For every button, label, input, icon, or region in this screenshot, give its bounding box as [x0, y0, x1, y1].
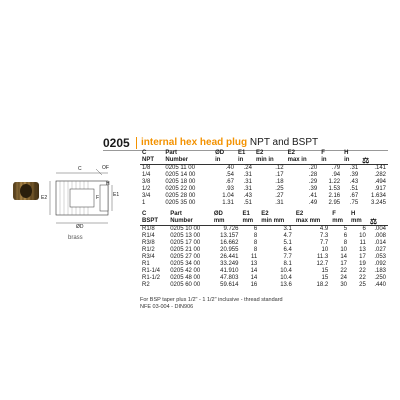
table-row: [140, 233, 388, 240]
table-row: [140, 200, 388, 207]
table-cell: 6: [253, 226, 258, 232]
table-cell: .29: [308, 179, 318, 185]
table-row: [140, 268, 388, 275]
table-cell: .49: [308, 200, 318, 206]
table-cell: 13: [250, 261, 258, 267]
table-cell: 17: [359, 254, 366, 260]
table-cell: .31: [243, 179, 252, 185]
footnote-line-2: NFE 03-004 - DIN906: [140, 304, 194, 310]
table-cell: R1: [142, 261, 150, 267]
table-cell: 9.726: [223, 226, 239, 232]
table-cell: 11: [251, 254, 258, 260]
table-cell: .54: [225, 172, 234, 178]
table-cell: 3.1: [283, 226, 292, 232]
table-cell: 7.7: [283, 254, 292, 260]
table-cell: 13: [359, 247, 366, 253]
dim-label-od: ØD: [76, 224, 84, 230]
table-cell: .94: [331, 172, 341, 178]
table-cell: .282: [374, 172, 386, 178]
table-cell: .17: [275, 172, 284, 178]
table-cell: 20.955: [220, 247, 239, 253]
table-cell: .31: [243, 172, 252, 178]
technical-drawing: [40, 165, 120, 235]
table-cell: .027: [374, 247, 386, 253]
dim-label-h: H: [106, 181, 110, 187]
table-cell: .12: [275, 165, 284, 171]
table-cell: .31: [243, 186, 252, 192]
table-cell: 1: [142, 200, 146, 206]
table-cell: 11: [359, 240, 366, 246]
table-cell: 0205 48 00: [170, 275, 201, 281]
table-cell: R1/8: [142, 226, 155, 232]
table-cell: .40: [225, 165, 234, 171]
npt-rows: [140, 165, 388, 208]
scale-icon: ⚖: [360, 157, 388, 165]
table-row: [140, 172, 388, 179]
table-cell: .494: [374, 179, 386, 185]
col-bottom: in: [213, 157, 236, 165]
col-bottom: mm: [330, 218, 349, 226]
col-bottom: in: [342, 157, 360, 165]
table-cell: .51: [349, 186, 359, 192]
col-top: E2: [287, 150, 295, 156]
product-title-main: internal hex head plug: [141, 137, 248, 148]
dim-label-f: F: [96, 195, 100, 201]
scale-icon: ⚖: [368, 218, 388, 226]
table-cell: 2.95: [328, 200, 341, 206]
table-cell: 7.7: [319, 240, 329, 246]
table-row: [140, 261, 388, 268]
col-bottom: Number: [168, 218, 212, 226]
table-cell: 12.7: [316, 261, 329, 267]
table-cell: 10.4: [280, 275, 292, 281]
table-cell: 19: [359, 261, 366, 267]
table-cell: 14: [340, 254, 348, 260]
table-cell: .24: [243, 165, 252, 171]
table-cell: 10: [321, 247, 329, 253]
col-bottom: Number: [163, 157, 213, 165]
table-cell: 5: [343, 226, 348, 232]
table-cell: 1.53: [328, 186, 341, 192]
table-cell: 22: [340, 268, 348, 274]
col-bottom: min in: [254, 157, 286, 165]
table-cell: 0205 42 00: [170, 268, 201, 274]
col-top: E2: [295, 211, 304, 217]
col-bottom: BSPT: [140, 218, 168, 226]
dim-label-e2: E2: [41, 195, 48, 201]
table-cell: 0205 35 00: [165, 200, 196, 206]
table-cell: 10: [340, 247, 348, 253]
col-bottom: min mm: [259, 218, 294, 226]
col-bottom: in: [319, 157, 342, 165]
table-cell: .183: [374, 268, 386, 274]
table-cell: .41: [308, 193, 318, 199]
table-cell: 41.910: [220, 268, 239, 274]
table-cell: 14: [250, 275, 258, 281]
table-row: [140, 275, 388, 282]
table-cell: 16.662: [220, 240, 239, 246]
bspt-rows: [140, 226, 388, 290]
product-title-sub: NPT and BSPT: [249, 137, 319, 148]
table-cell: 1.31: [222, 200, 234, 206]
table-cell: .79: [331, 165, 341, 171]
table-cell: 0205 28 00: [165, 193, 196, 199]
table-cell: 3.245: [370, 200, 386, 206]
material-label: brass: [68, 235, 83, 241]
table-cell: 10: [359, 233, 366, 239]
dim-label-of: OF: [102, 165, 109, 171]
table-cell: .31: [275, 200, 284, 206]
table-row: [140, 165, 388, 173]
footnotes: [140, 297, 390, 311]
table-cell: 26.441: [220, 254, 239, 260]
table-cell: 14: [250, 268, 258, 274]
col-top: E2: [261, 211, 269, 217]
table-cell: 0205 10 00: [170, 226, 201, 232]
table-cell: 18.2: [316, 282, 329, 288]
table-cell: 5.1: [283, 240, 292, 246]
header-divider: [136, 137, 137, 149]
table-cell: .008: [374, 233, 386, 239]
table-cell: 3/8: [142, 179, 151, 185]
col-top: H: [351, 211, 356, 217]
table-cell: .51: [243, 200, 252, 206]
table-cell: 0205 11 00: [165, 165, 195, 171]
table-cell: .141: [374, 165, 386, 171]
col-top: Part: [165, 150, 178, 156]
table-cell: .917: [374, 186, 386, 192]
table-cell: 0205 18 00: [165, 179, 196, 185]
table-cell: 6: [343, 233, 348, 239]
col-top: Part: [170, 211, 182, 217]
table-cell: .28: [308, 172, 318, 178]
table-cell: 15: [321, 275, 329, 281]
table-cell: .092: [374, 261, 386, 267]
table-cell: .43: [349, 179, 359, 185]
dim-label-e1: E1: [113, 192, 120, 198]
col-bottom: NPT: [140, 157, 163, 165]
table-cell: 4.7: [283, 233, 292, 239]
table-cell: 1/4: [142, 172, 151, 178]
col-top: F: [321, 150, 325, 156]
table-cell: .053: [374, 254, 386, 260]
col-bottom: mm: [349, 218, 368, 226]
table-cell: 1.634: [370, 193, 386, 199]
bspt-header-top: [140, 211, 388, 218]
table-cell: 0205 14 00: [165, 172, 196, 178]
table-cell: .014: [374, 240, 386, 246]
dim-label-c: C: [78, 166, 82, 172]
table-cell: 3/4: [142, 193, 151, 199]
table-cell: 1.22: [328, 179, 341, 185]
table-cell: 0205 22 00: [165, 186, 196, 192]
col-top: E1: [237, 150, 246, 156]
table-cell: 11.3: [317, 254, 329, 260]
table-row: [140, 240, 388, 247]
npt-header-top: [140, 150, 388, 157]
table-cell: 30: [340, 282, 348, 288]
table-cell: R3/8: [142, 240, 155, 246]
col-top: C: [142, 150, 147, 156]
table-cell: R1/4: [142, 233, 155, 239]
col-bottom: max mm: [294, 218, 330, 226]
table-cell: .440: [374, 282, 386, 288]
col-bottom: mm: [240, 218, 259, 226]
table-cell: .43: [243, 193, 252, 199]
product-title: [141, 137, 318, 148]
table-cell: 10.4: [280, 268, 292, 274]
table-row: [140, 282, 388, 289]
table-cell: 13.6: [280, 282, 292, 288]
table-cell: 7.3: [319, 233, 329, 239]
table-cell: 8.1: [283, 261, 292, 267]
table-row: [140, 186, 388, 193]
table-cell: 0205 27 00: [170, 254, 201, 260]
table-cell: 8: [253, 240, 258, 246]
table-cell: .67: [225, 179, 234, 185]
table-cell: 1.04: [222, 193, 234, 199]
table-cell: 16: [250, 282, 258, 288]
table-cell: .39: [308, 186, 318, 192]
table-cell: 25: [359, 282, 366, 288]
bspt-header-bottom: [140, 218, 388, 226]
col-top: C: [142, 211, 147, 217]
table-row: [140, 254, 388, 261]
col-top: H: [344, 150, 349, 156]
table-cell: R1-1/4: [142, 268, 161, 274]
table-row: [140, 179, 388, 186]
col-top: E2: [255, 150, 264, 156]
table-cell: 0205 13 00: [170, 233, 201, 239]
col-top: E1: [242, 211, 250, 217]
table-cell: 33.249: [220, 261, 239, 267]
table-cell: .27: [275, 193, 284, 199]
table-cell: .004: [374, 226, 386, 232]
table-row: [140, 193, 388, 200]
table-cell: 47.803: [220, 275, 239, 281]
npt-spec-table: [140, 150, 388, 207]
table-cell: 0205 17 00: [170, 240, 201, 246]
col-bottom: max in: [286, 157, 320, 165]
table-cell: 6.4: [283, 247, 292, 253]
table-cell: 1/2: [142, 186, 151, 192]
table-cell: 17: [340, 261, 348, 267]
bspt-spec-table: [140, 211, 388, 289]
table-cell: 6: [362, 226, 366, 232]
table-cell: 0205 34 00: [170, 261, 201, 267]
table-cell: R1-1/2: [142, 275, 161, 281]
table-cell: 2.16: [328, 193, 341, 199]
table-cell: .20: [308, 165, 318, 171]
table-cell: .75: [349, 200, 359, 206]
col-bottom: mm: [212, 218, 241, 226]
table-cell: .39: [349, 172, 359, 178]
table-cell: .93: [225, 186, 234, 192]
col-top: F: [332, 211, 336, 217]
table-cell: 15: [321, 268, 329, 274]
table-cell: 22: [359, 268, 366, 274]
product-code: 0205: [103, 136, 130, 150]
footnote-line-1: For BSP taper plus 1/2" - 1 1/2" inclusive - thread standard: [140, 297, 283, 303]
npt-header-bottom: [140, 157, 388, 165]
table-cell: 22: [359, 275, 366, 281]
table-cell: 13.157: [220, 233, 239, 239]
table-cell: R1/2: [142, 247, 155, 253]
table-cell: 8: [253, 233, 258, 239]
table-cell: .250: [374, 275, 386, 281]
table-cell: .25: [275, 186, 284, 192]
table-cell: R3/4: [142, 254, 155, 260]
col-top: ØD: [215, 150, 225, 156]
table-cell: 8: [253, 247, 258, 253]
table-cell: 1/8: [142, 165, 151, 171]
col-bottom: in: [236, 157, 254, 165]
table-cell: 0205 60 00: [170, 282, 201, 288]
table-cell: 0205 21 00: [170, 247, 201, 253]
table-row: [140, 247, 388, 254]
table-cell: 59.614: [220, 282, 239, 288]
table-row: [140, 226, 388, 234]
table-cell: 4.9: [319, 226, 329, 232]
col-top: ØD: [213, 211, 223, 217]
table-cell: .18: [275, 179, 284, 185]
table-cell: 8: [343, 240, 348, 246]
table-cell: .31: [349, 165, 359, 171]
table-cell: .67: [349, 193, 359, 199]
product-photo: [12, 180, 40, 202]
table-cell: 24: [340, 275, 348, 281]
table-cell: R2: [142, 282, 150, 288]
